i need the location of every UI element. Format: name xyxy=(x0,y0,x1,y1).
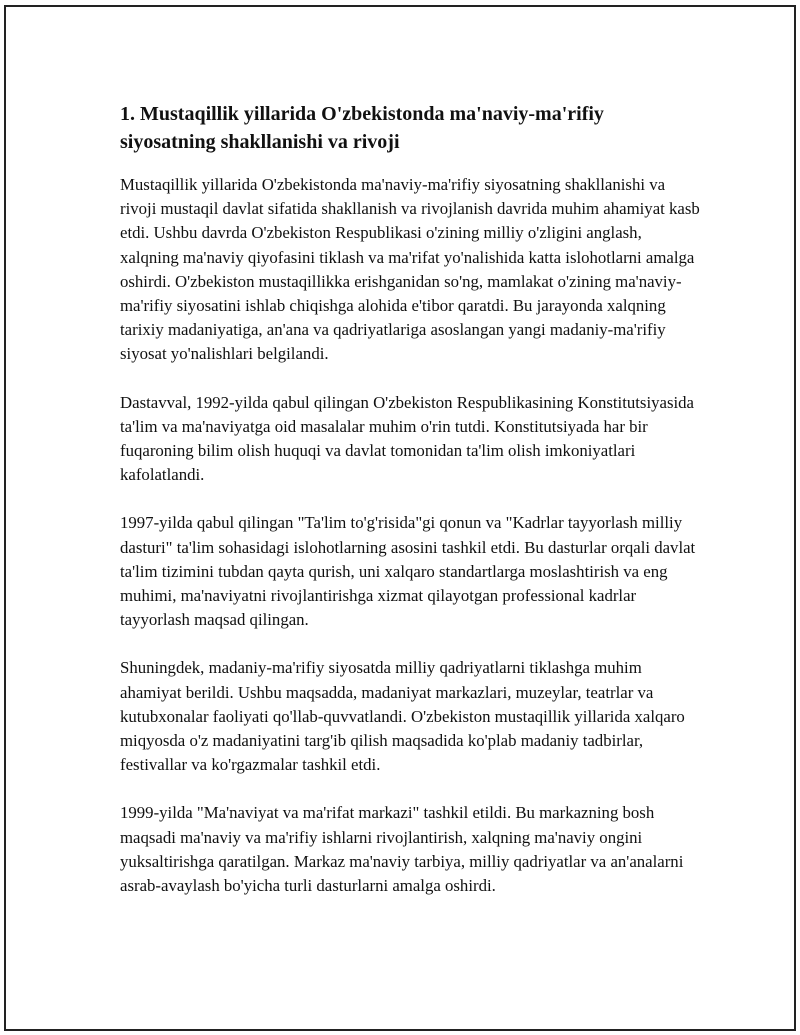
section-heading: 1. Mustaqillik yillarida O'zbekistonda ma'naviy-ma'rifiy siyosatning shakllanishi va rivoji xyxy=(120,103,604,153)
page-frame xyxy=(4,5,796,1031)
paragraph-intro: Mustaqillik yillarida O'zbekistonda ma'naviy-ma'rifiy siyosatning shakllanishi va rivoji mustaqil davlat sifatida shakllanish va rivojlanish davrida muhim ahamiyat kasb etdi. Ushbu davrda O'zbekiston Respublikasi o'zining milliy o'zligini anglash, xalqning ma'naviy qiyofasini tiklash va ma'rifat yo'nalishida katta islohotlarni amalga oshirdi. O'zbekiston mustaqillikka erishganidan so'ng, mamlakat o'zining ma'naviy-ma'rifiy siyosatini ishlab chiqishga alohida e'tibor qaratdi. Bu jarayonda xalqning tarixiy madaniyatiga, an'ana va qadriyatlariga asoslangan yangi madaniy-ma'rifiy siyosat yo'nalishlari belgilandi. xyxy=(120,175,700,364)
document-body xyxy=(120,100,700,898)
paragraph-spirituality-center: 1999-yilda "Ma'naviyat va ma'rifat markazi" tashkil etildi. Bu markazning bosh maqsadi ma'naviy va ma'rifiy ishlarni rivojlantirish, xalqning ma'naviy ongini yuksaltirishga qaratilgan. Markaz ma'naviy tarbiya, milliy qadriyatlar va an'analarni asrab-avaylash bo'yicha turli dasturlarni amalga oshirdi. xyxy=(120,803,684,896)
paragraph-education-law: 1997-yilda qabul qilingan "Ta'lim to'g'risida"gi qonun va "Kadrlar tayyorlash milliy dasturi" ta'lim sohasidagi islohotlarning asosini tashkil etdi. Bu dasturlar orqali davlat ta'lim tizimini tubdan qayta qurish, uni xalqaro standartlarga moslashtirish va eng muhimi, ma'naviyatni rivojlantirishga xizmat qilayotgan professional kadrlar tayyorlash maqsad qilingan. xyxy=(120,513,696,630)
paragraph-constitution: Dastavval, 1992-yilda qabul qilingan O'zbekiston Respublikasining Konstitutsiyasida ta'lim va ma'naviyatga oid masalalar muhim o'rin tutdi. Konstitutsiyada har bir fuqaroning bilim olish huquqi va davlat tomonidan ta'lim olish imkoniyatlari kafolatlandi. xyxy=(120,392,694,485)
paragraph-cultural-policy: Shuningdek, madaniy-ma'rifiy siyosatda milliy qadriyatlarni tiklashga muhim ahamiyat berildi. Ushbu maqsadda, madaniyat markazlari, muzeylar, teatrlar va kutubxonalar faoliyati qo'llab-quvvatlandi. O'zbekiston mustaqillik yillarida xalqaro miqyosda o'z madaniyatini targ'ib qilish maqsadida ko'plab madaniy tadbirlar, festivallar va ko'rgazmalar tashkil etdi. xyxy=(120,658,685,775)
